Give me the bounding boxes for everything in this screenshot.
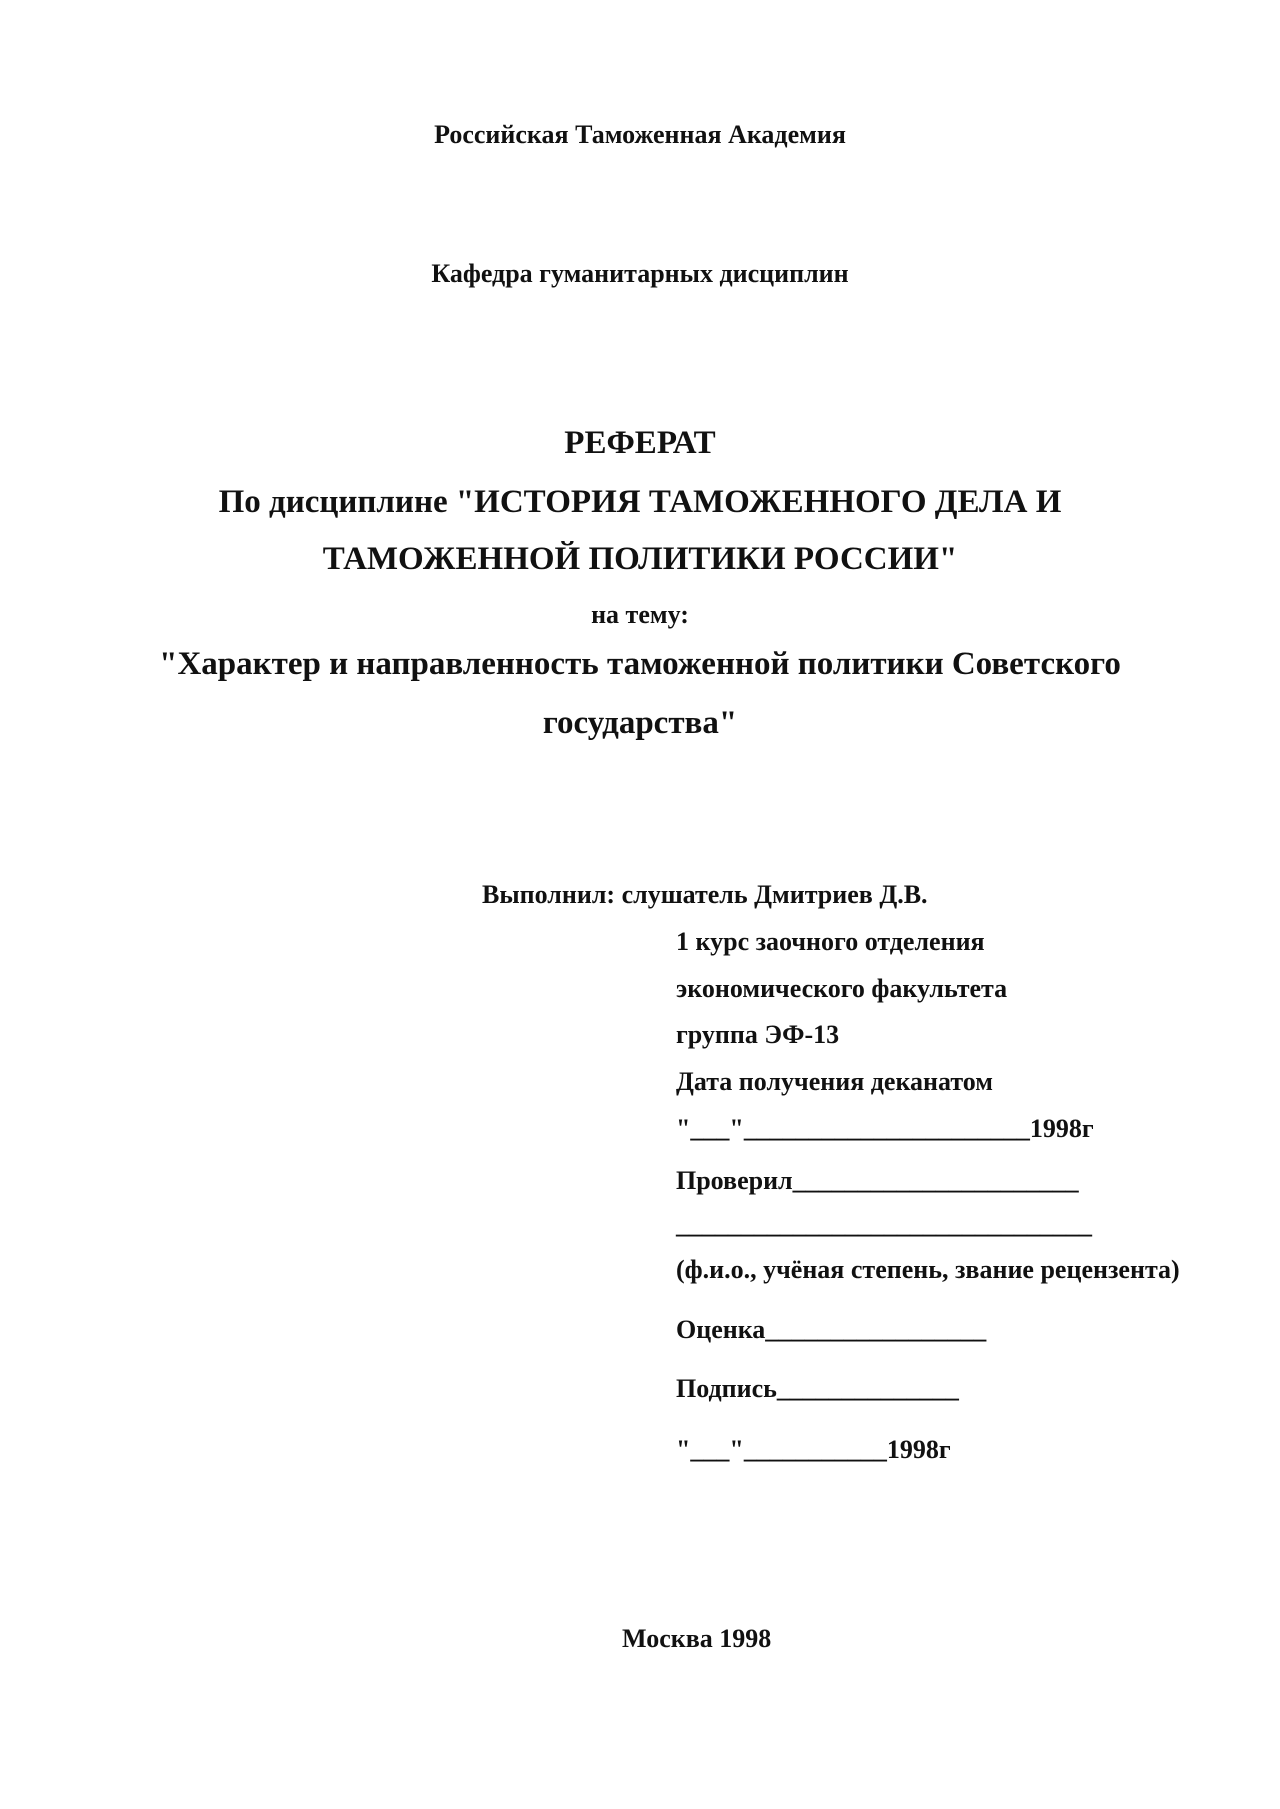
checked-by-line: Проверил______________________ (676, 1166, 1079, 1195)
discipline-line-1: По дисциплине "ИСТОРИЯ ТАМОЖЕННОГО ДЕЛА И (218, 484, 1062, 520)
document-type: РЕФЕРАТ (564, 425, 716, 461)
topic-line-2: государства" (542, 705, 738, 741)
faculty-info: экономического факультета (676, 974, 1008, 1003)
reviewer-blank-line: ________________________________ (676, 1210, 1092, 1239)
topic-label: на тему: (591, 600, 689, 629)
discipline-line-2: ТАМОЖЕННОЙ ПОЛИТИКИ РОССИИ" (322, 541, 958, 577)
reviewer-note: (ф.и.о., учёная степень, звание рецензента) (676, 1255, 1180, 1284)
topic-line-1: "Характер и направленность таможенной политики Советского (159, 646, 1121, 682)
signature-line: Подпись______________ (676, 1374, 959, 1403)
academy-name: Российская Таможенная Академия (434, 120, 846, 149)
received-label: Дата получения деканатом (676, 1067, 993, 1096)
received-date-line: "___"______________________1998г (676, 1114, 1094, 1143)
grade-line: Оценка_________________ (676, 1315, 987, 1344)
city-year: Москва 1998 (622, 1624, 772, 1653)
group-info: группа ЭФ-13 (676, 1020, 840, 1049)
signature-date-line: "___"___________1998г (676, 1435, 951, 1464)
course-info: 1 курс заочного отделения (676, 927, 985, 956)
performed-by: Выполнил: слушатель Дмитриев Д.В. (482, 880, 928, 909)
department-name: Кафедра гуманитарных дисциплин (431, 259, 849, 288)
